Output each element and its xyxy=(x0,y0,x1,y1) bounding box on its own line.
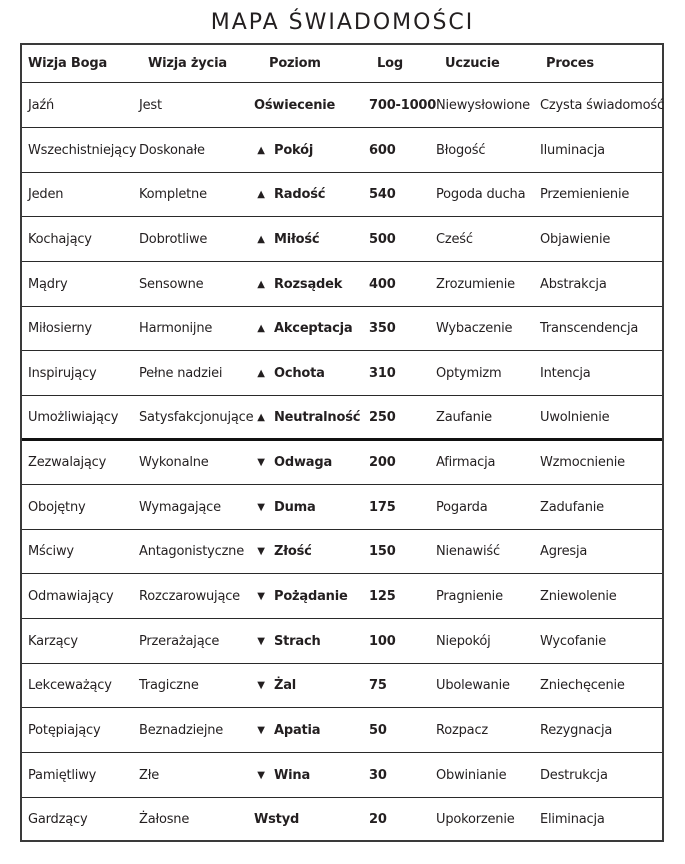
cell-uczucie: Niewysłowione xyxy=(436,97,530,113)
cell-uczucie: Afirmacja xyxy=(436,454,496,470)
header-log: Log xyxy=(377,56,403,71)
table-row xyxy=(22,217,662,262)
cell-wizja-zycia: Kompletne xyxy=(139,186,207,202)
cell-wizja-boga: Mściwy xyxy=(28,543,74,559)
cell-proces: Przemienienie xyxy=(540,186,630,202)
table-row xyxy=(22,485,662,530)
poziom-label: Miłość xyxy=(274,231,320,247)
cell-wizja-zycia: Złe xyxy=(139,767,159,783)
cell-log: 500 xyxy=(369,231,396,247)
cell-wizja-zycia: Beznadziejne xyxy=(139,722,224,738)
poziom-label: Wina xyxy=(274,767,311,783)
cell-wizja-zycia: Tragiczne xyxy=(139,677,199,693)
cell-uczucie: Rozpacz xyxy=(436,722,489,738)
cell-poziom xyxy=(254,83,335,127)
arrow-down-icon: ▼ xyxy=(257,635,265,647)
cell-proces: Uwolnienie xyxy=(540,409,610,425)
cell-uczucie: Obwinianie xyxy=(436,767,507,783)
cell-proces: Agresja xyxy=(540,543,588,559)
cell-wizja-zycia: Harmonijne xyxy=(139,320,213,336)
cell-log: 400 xyxy=(369,276,396,292)
cell-wizja-boga: Zezwalający xyxy=(28,454,107,470)
cell-log: 540 xyxy=(369,186,396,202)
poziom-label: Radość xyxy=(274,186,326,202)
table-row xyxy=(22,663,662,708)
cell-proces: Wzmocnienie xyxy=(540,454,625,470)
cell-uczucie: Pogoda ducha xyxy=(436,186,526,202)
header-uczucie: Uczucie xyxy=(445,56,500,71)
cell-wizja-boga: Potępiający xyxy=(28,722,101,738)
cell-poziom xyxy=(254,172,325,216)
cell-wizja-boga: Odmawiający xyxy=(28,588,114,604)
cell-uczucie: Nienawiść xyxy=(436,543,500,559)
table-row xyxy=(22,306,662,351)
poziom-label: Apatia xyxy=(274,722,321,738)
cell-wizja-boga: Wszechistniejący xyxy=(28,142,137,158)
arrow-down-icon: ▼ xyxy=(257,679,265,691)
cell-poziom xyxy=(254,529,312,573)
cell-poziom xyxy=(254,217,319,261)
cell-poziom xyxy=(254,306,352,350)
cell-poziom xyxy=(254,619,321,663)
cell-poziom xyxy=(254,708,320,752)
cell-log: 50 xyxy=(369,722,387,738)
cell-wizja-zycia: Doskonałe xyxy=(139,142,205,158)
cell-poziom xyxy=(254,262,342,306)
table-row xyxy=(22,351,662,396)
cell-wizja-boga: Miłosierny xyxy=(28,320,92,336)
header-poziom: Poziom xyxy=(269,56,321,71)
poziom-label: Pokój xyxy=(274,142,314,158)
arrow-down-icon: ▼ xyxy=(257,590,265,602)
poziom-label: Pożądanie xyxy=(274,588,348,604)
cell-log: 125 xyxy=(369,588,396,604)
cell-wizja-boga: Kochający xyxy=(28,231,92,247)
arrow-down-icon: ▼ xyxy=(257,769,265,781)
table-row xyxy=(22,440,662,485)
header-wizja-zycia: Wizja życia xyxy=(148,56,227,71)
cell-proces: Wycofanie xyxy=(540,633,607,649)
header-proces: Proces xyxy=(546,56,594,71)
poziom-label: Duma xyxy=(274,499,316,515)
cell-wizja-boga: Pamiętliwy xyxy=(28,767,97,783)
cell-proces: Zniechęcenie xyxy=(540,677,625,693)
cell-log: 250 xyxy=(369,409,396,425)
cell-log: 350 xyxy=(369,320,396,336)
table-header-row xyxy=(22,45,662,83)
poziom-label: Odwaga xyxy=(274,454,333,470)
cell-log: 75 xyxy=(369,677,387,693)
cell-poziom xyxy=(254,128,313,172)
cell-uczucie: Zaufanie xyxy=(436,409,492,425)
cell-uczucie: Pogarda xyxy=(436,499,488,515)
arrow-up-icon: ▲ xyxy=(257,322,265,334)
arrow-up-icon: ▲ xyxy=(257,188,265,200)
cell-proces: Eliminacja xyxy=(540,812,605,827)
cell-wizja-boga: Inspirujący xyxy=(28,365,97,381)
cell-wizja-boga: Umożliwiający xyxy=(28,409,119,425)
consciousness-map-table xyxy=(20,43,664,842)
cell-uczucie: Optymizm xyxy=(436,365,502,381)
cell-uczucie: Ubolewanie xyxy=(436,677,510,693)
cell-log: 200 xyxy=(369,454,396,470)
cell-proces: Zadufanie xyxy=(540,499,604,515)
arrow-down-icon: ▼ xyxy=(257,545,265,557)
poziom-label: Strach xyxy=(274,633,321,649)
cell-wizja-boga: Jeden xyxy=(28,186,64,202)
cell-poziom xyxy=(254,396,360,438)
cell-uczucie: Zrozumienie xyxy=(436,276,515,292)
cell-log: 30 xyxy=(369,767,387,783)
cell-poziom xyxy=(254,485,316,529)
cell-wizja-boga: Gardzący xyxy=(28,812,88,827)
table-row xyxy=(22,574,662,619)
cell-proces: Objawienie xyxy=(540,231,611,247)
cell-uczucie: Niepokój xyxy=(436,633,491,649)
cell-wizja-zycia: Rozczarowujące xyxy=(139,588,240,604)
arrow-up-icon: ▲ xyxy=(257,278,265,290)
cell-wizja-zycia: Sensowne xyxy=(139,276,204,292)
poziom-label: Akceptacja xyxy=(274,320,353,336)
cell-log: 600 xyxy=(369,142,396,158)
table-row xyxy=(22,83,662,128)
cell-wizja-zycia: Przerażające xyxy=(139,633,220,649)
arrow-down-icon: ▼ xyxy=(257,501,265,513)
poziom-label: Oświecenie xyxy=(254,97,336,113)
cell-proces: Transcendencja xyxy=(540,320,639,336)
cell-log: 310 xyxy=(369,365,396,381)
cell-wizja-boga: Mądry xyxy=(28,276,68,292)
table-row xyxy=(22,396,662,441)
cell-wizja-zycia: Jest xyxy=(139,97,162,113)
cell-uczucie: Wybaczenie xyxy=(436,320,513,336)
cell-wizja-zycia: Antagonistyczne xyxy=(139,543,245,559)
cell-uczucie: Cześć xyxy=(436,231,473,247)
cell-wizja-zycia: Wykonalne xyxy=(139,454,209,470)
cell-log: 150 xyxy=(369,543,396,559)
cell-wizja-boga: Jaźń xyxy=(28,97,55,113)
table-row xyxy=(22,529,662,574)
cell-uczucie: Błogość xyxy=(436,142,486,158)
cell-log: 100 xyxy=(369,633,396,649)
cell-wizja-boga: Lekceważący xyxy=(28,677,112,693)
cell-wizja-boga: Obojętny xyxy=(28,499,86,515)
cell-wizja-zycia: Żałosne xyxy=(139,812,190,827)
arrow-up-icon: ▲ xyxy=(257,367,265,379)
cell-poziom xyxy=(254,440,332,484)
page-title: MAPA ŚWIADOMOŚCI xyxy=(210,10,475,35)
cell-poziom xyxy=(254,351,325,395)
poziom-label: Żal xyxy=(274,677,297,693)
cell-proces: Rezygnacja xyxy=(540,722,613,738)
cell-poziom xyxy=(254,574,348,618)
arrow-down-icon: ▼ xyxy=(257,724,265,736)
arrow-up-icon: ▲ xyxy=(257,411,265,423)
header-wizja-boga: Wizja Boga xyxy=(28,56,108,71)
cell-wizja-boga: Karzący xyxy=(28,633,78,649)
table-row xyxy=(22,262,662,307)
table-row xyxy=(22,128,662,173)
cell-poziom xyxy=(254,753,310,797)
cell-proces: Destrukcja xyxy=(540,767,608,783)
poziom-label: Neutralność xyxy=(274,409,361,425)
cell-proces: Abstrakcja xyxy=(540,276,607,292)
cell-wizja-zycia: Pełne nadziei xyxy=(139,365,223,381)
table-row xyxy=(22,619,662,664)
poziom-label: Wstyd xyxy=(254,812,300,827)
cell-proces: Intencja xyxy=(540,365,591,381)
poziom-label: Ochota xyxy=(274,365,325,381)
arrow-up-icon: ▲ xyxy=(257,233,265,245)
table-row xyxy=(22,753,662,798)
cell-proces: Zniewolenie xyxy=(540,588,617,604)
cell-proces: Czysta świadomość xyxy=(540,97,664,113)
cell-wizja-zycia: Satysfakcjonujące xyxy=(139,409,254,425)
table-row xyxy=(22,708,662,753)
cell-uczucie: Upokorzenie xyxy=(436,812,515,827)
arrow-up-icon: ▲ xyxy=(257,144,265,156)
cell-log: 20 xyxy=(369,812,387,827)
cell-poziom xyxy=(254,797,299,842)
arrow-down-icon: ▼ xyxy=(257,456,265,468)
cell-poziom xyxy=(254,663,296,707)
table-row xyxy=(22,797,662,842)
poziom-label: Rozsądek xyxy=(274,276,343,292)
cell-wizja-zycia: Dobrotliwe xyxy=(139,231,208,247)
table-row xyxy=(22,172,662,217)
cell-proces: Iluminacja xyxy=(540,142,605,158)
cell-wizja-zycia: Wymagające xyxy=(139,499,221,515)
poziom-label: Złość xyxy=(274,543,312,559)
cell-log: 700-1000 xyxy=(369,97,437,113)
cell-uczucie: Pragnienie xyxy=(436,588,503,604)
cell-log: 175 xyxy=(369,499,396,515)
